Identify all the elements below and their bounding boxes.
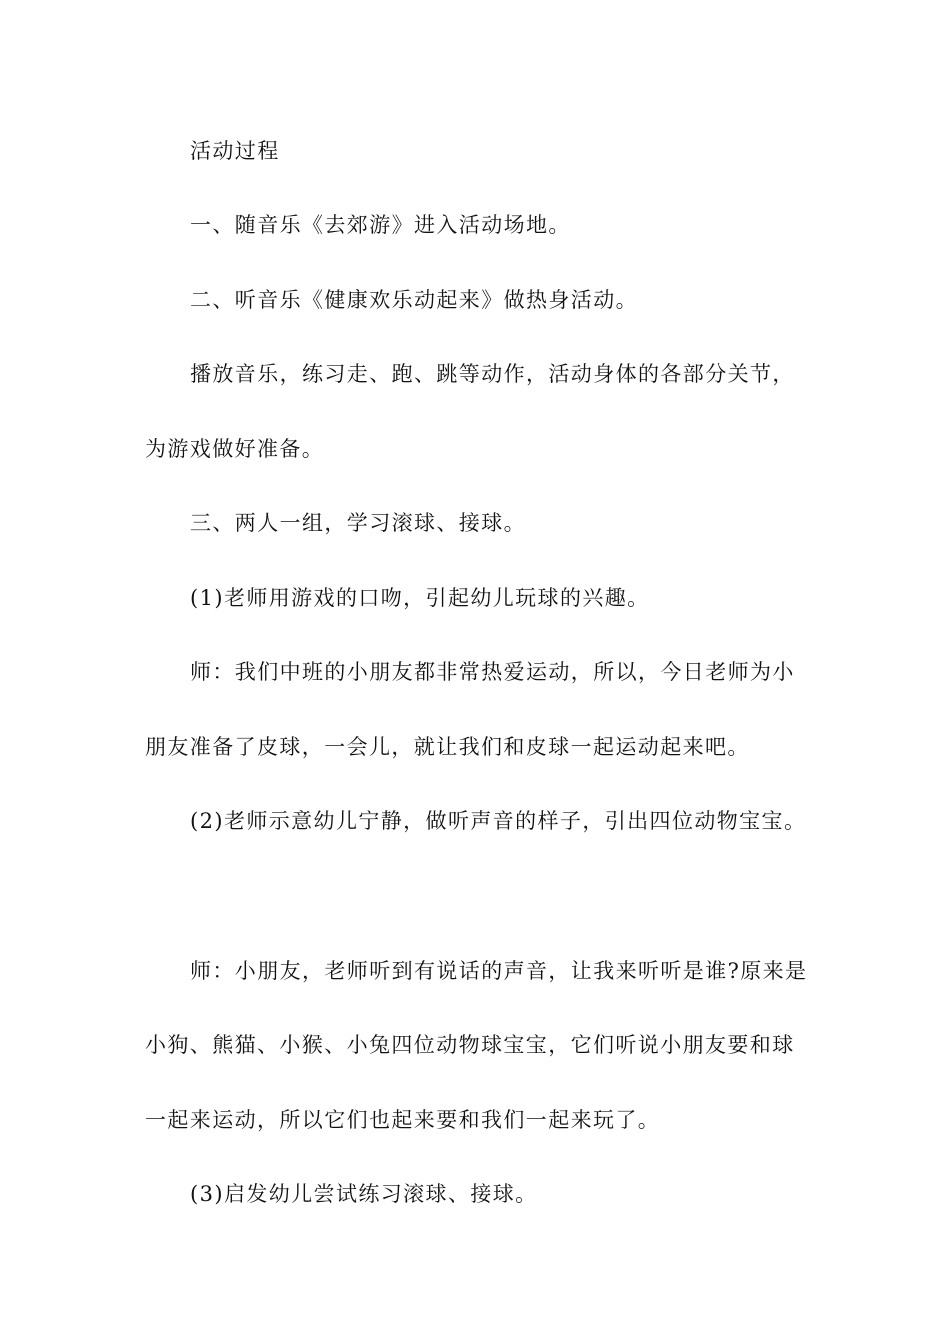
section-heading: 活动过程 (190, 139, 280, 163)
paragraph-line: 三、两人一组，学习滚球、接球。 (190, 511, 526, 535)
paragraph-line: (3)启发幼儿尝试练习滚球、接球。 (190, 1182, 538, 1206)
paragraph-line: 师：小朋友，老师听到有说话的声音，让我来听听是谁?原来是 (190, 959, 808, 983)
paragraph-line: 播放音乐，练习走、跑、跳等动作，活动身体的各部分关节， (190, 362, 795, 386)
paragraph-line: (1)老师用游戏的口吻，引起幼儿玩球的兴趣。 (190, 586, 650, 610)
paragraph-line: 小狗、熊猫、小猴、小兔四位动物球宝宝，它们听说小朋友要和球 (145, 1033, 795, 1057)
paragraph-line: 一起来运动，所以它们也起来要和我们一起来玩了。 (145, 1108, 661, 1132)
paragraph-line: (2)老师示意幼儿宁静，做听声音的样子，引出四位动物宝宝。 (190, 809, 807, 833)
paragraph-line: 为游戏做好准备。 (145, 437, 325, 461)
paragraph-line: 朋友准备了皮球，一会儿，就让我们和皮球一起运动起来吧。 (145, 735, 750, 759)
paragraph-line: 一、随音乐《去郊游》进入活动场地。 (190, 213, 571, 237)
paragraph-line: 师：我们中班的小朋友都非常热爱运动，所以，今日老师为小 (190, 660, 795, 684)
paragraph-line: 二、听音乐《健康欢乐动起来》做热身活动。 (190, 288, 638, 312)
